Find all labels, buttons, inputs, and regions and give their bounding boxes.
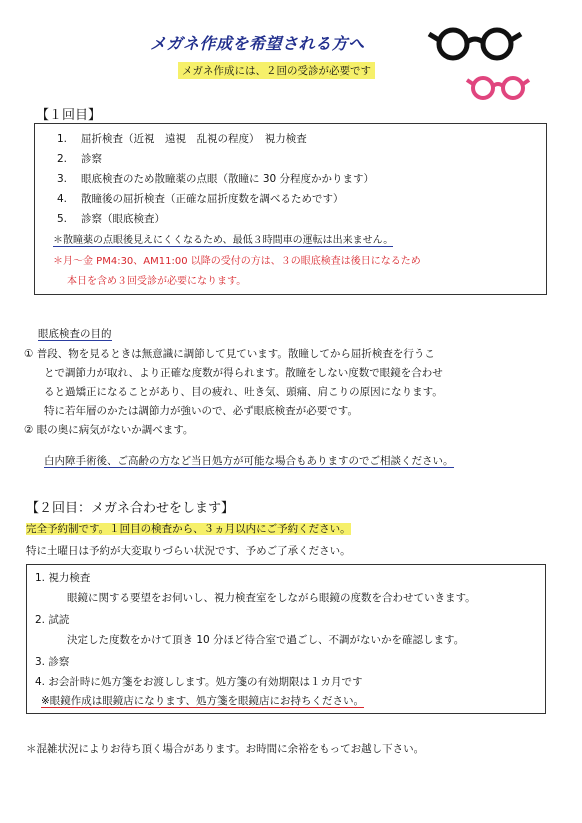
pink-glasses-icon [467, 78, 529, 98]
fundus-reason-1-line4: 特に若年層のかたは調節力が強いので、必ず眼底検査が必要です。 [44, 405, 358, 417]
fundus-reason-1-line1: ① 普段、物を見るときは無意識に調節して見ています。散瞳してから屈折検査を行うこ [24, 348, 435, 360]
black-glasses-icon [429, 30, 521, 58]
same-day-consult-note: 白内障手術後、ご高齢の方など当日処方が可能な場合もありますのでご相談ください。 [44, 455, 454, 467]
page-title: メガネ作成を希望される方へ [150, 34, 365, 53]
first-visit-item: 1. 屈折検査（近視 遠視 乱視の程度） 視力検査 [57, 133, 307, 145]
second-visit-item-desc: 決定した度数をかけて頂き 10 分ほど待合室で過ごし、不調がないかを確認します。 [67, 634, 465, 646]
second-visit-item-title: 3. 診察 [35, 656, 70, 668]
second-visit-box [26, 564, 546, 714]
afternoon-note-line1: ＊月～金 PM4:30、AM11:00 以降の受付の方は、３の眼底検査は後日になるため [53, 256, 421, 267]
waiting-note: ＊混雑状況によりお待ち頂く場合があります。お時間に余裕をもってお越し下さい。 [26, 743, 425, 755]
second-visit-item-title: 2. 試読 [35, 614, 70, 626]
first-visit-item: 5. 診察（眼底検査） [57, 213, 165, 225]
glasses-illustration [425, 22, 535, 107]
fundus-heading: 眼底検査の目的 [38, 328, 112, 340]
prescription-item: 4. お会計時に処方箋をお渡しします。処方箋の有効期限は１カ月です [35, 676, 363, 688]
fundus-reason-1-line3: ると過矯正になることがあり、目の疲れ、吐き気、頭痛、肩こりの原因になります。 [44, 386, 443, 398]
first-visit-heading: 【１回目】 [36, 108, 102, 123]
afternoon-note-line2: 本日を含め３回受診が必要になります。 [67, 276, 247, 287]
first-visit-box [34, 123, 547, 295]
first-visit-item: 2. 診察 [57, 153, 102, 165]
reservation-note: 完全予約制です。１回目の検査から、３ヵ月以内にご予約ください。 [26, 523, 351, 535]
fundus-reason-1-line2: とで調節力が取れ、より正確な度数が得られます。散瞳をしない度数で眼鏡を合わせ [44, 367, 443, 379]
second-visit-heading: 【２回目：メガネ合わせをします】 [26, 501, 235, 516]
page-subtitle: メガネ作成には、２回の受診が必要です [178, 62, 375, 79]
driving-warning: ＊散瞳薬の点眼後見えにくくなるため、最低３時間車の運転は出来ません。 [53, 235, 394, 246]
first-visit-item: 3. 眼底検査のため散瞳薬の点眼（散瞳に 30 分程度かかります） [57, 173, 375, 185]
fundus-reason-2: ② 眼の奥に病気がないか調べます。 [24, 424, 194, 436]
saturday-note: 特に土曜日は予約が大変取りづらい状況です、予めご了承ください。 [26, 545, 351, 557]
first-visit-item: 4. 散瞳後の屈折検査（正確な屈折度数を調べるためです） [57, 193, 344, 205]
second-visit-item-desc: 眼鏡に関する要望をお伺いし、視力検査室をしながら眼鏡の度数を合わせていきます。 [67, 592, 476, 604]
second-visit-item-title: 1. 視力検査 [35, 572, 91, 584]
prescription-note: ※眼鏡作成は眼鏡店になります、処方箋を眼鏡店にお持ちください。 [41, 695, 364, 707]
